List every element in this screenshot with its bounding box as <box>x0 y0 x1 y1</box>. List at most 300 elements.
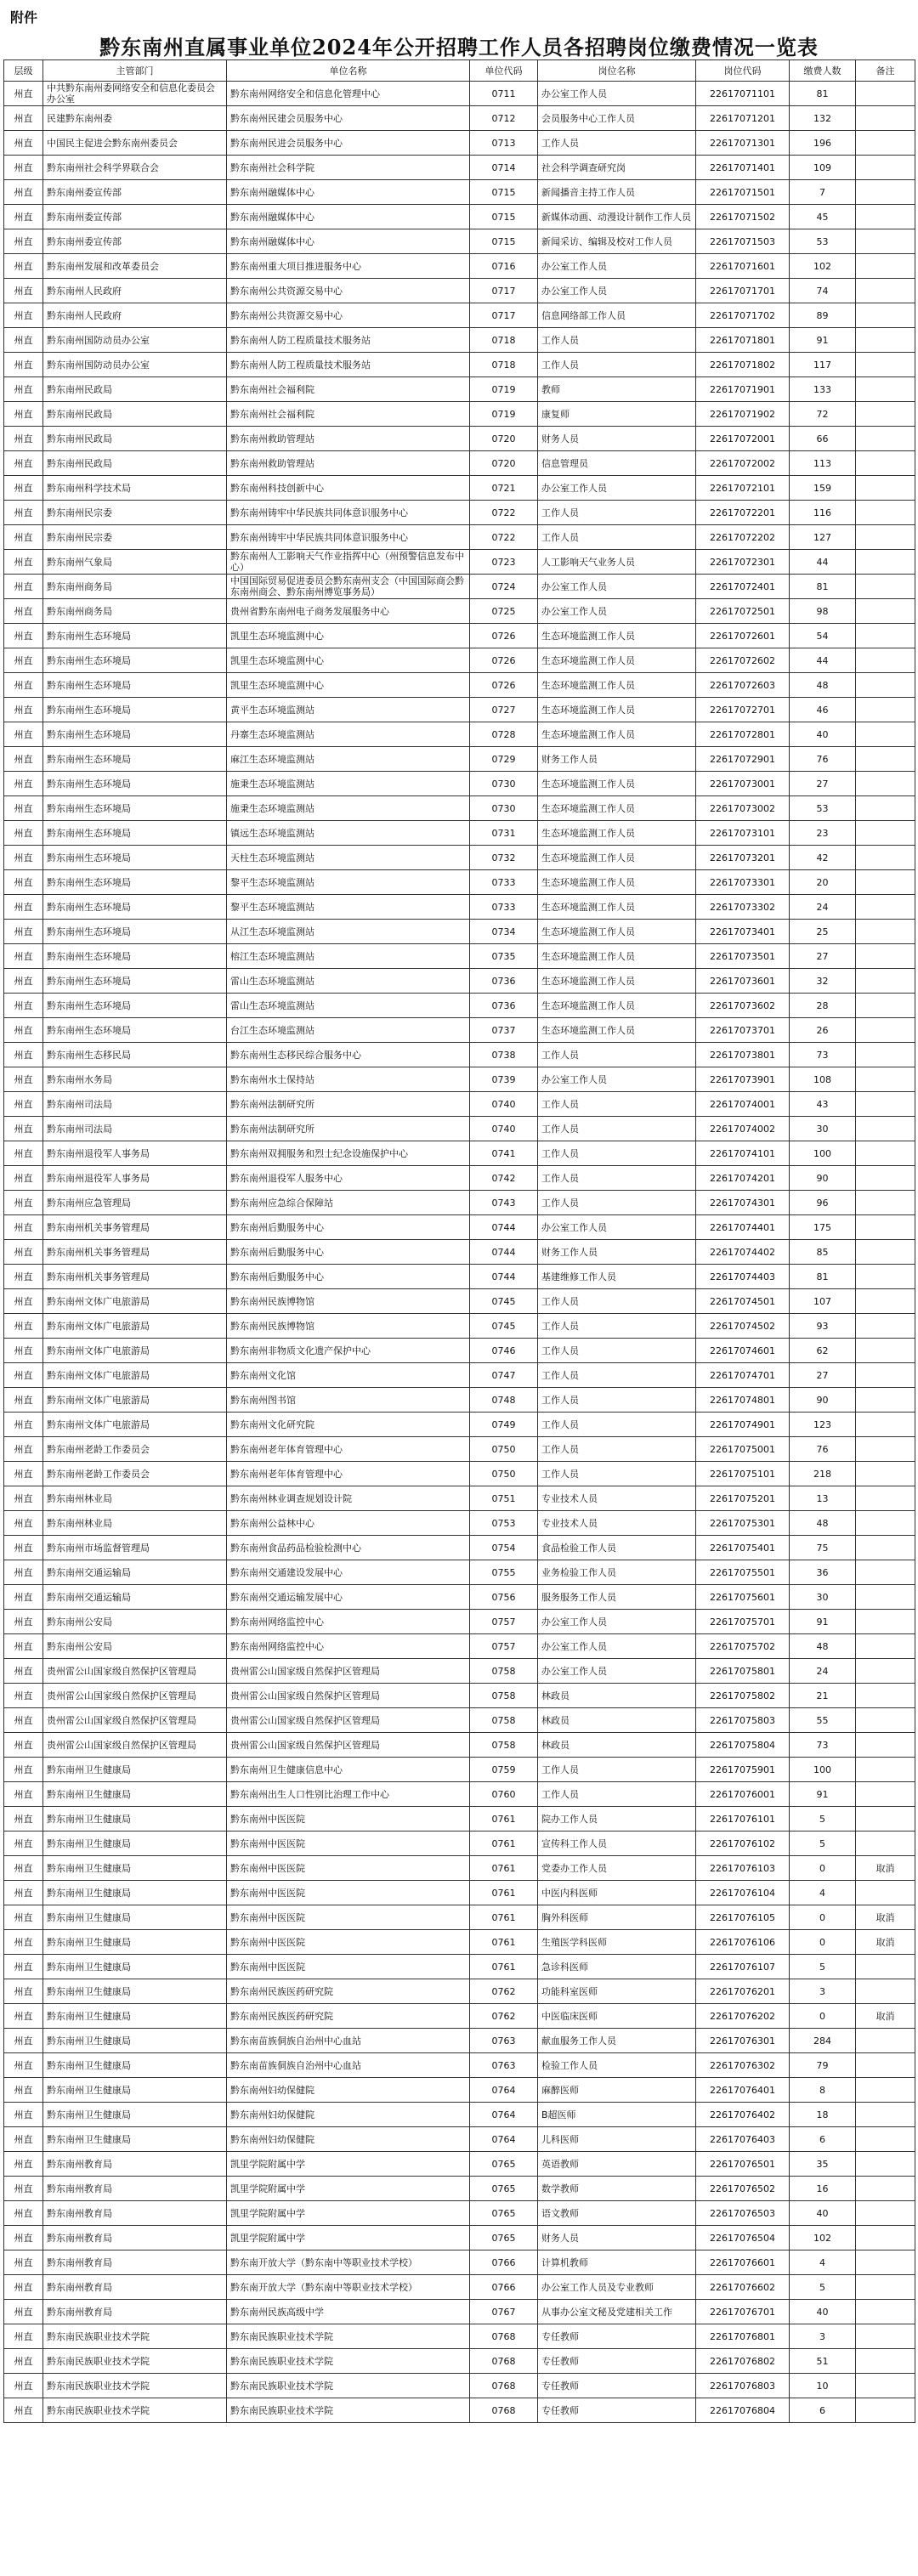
table-row <box>4 303 915 328</box>
cell-unit-code: 0734 <box>470 920 538 944</box>
cell-department: 黔东南州卫生健康局 <box>43 2004 227 2029</box>
cell-remark <box>856 303 915 328</box>
cell-unit-name: 黔东南州文化研究院 <box>227 1413 470 1437</box>
cell-payer-count: 5 <box>790 2275 856 2300</box>
cell-position-name: 生殖医学科医师 <box>538 1930 696 1955</box>
cell-payer-count: 91 <box>790 1782 856 1807</box>
header-unit-name: 单位名称 <box>227 60 470 82</box>
cell-unit-name: 黔东南州中医医院 <box>227 1807 470 1832</box>
cell-level: 州直 <box>4 1166 43 1191</box>
cell-department: 黔东南州交通运输局 <box>43 1585 227 1610</box>
cell-position-code: 22617075101 <box>696 1462 790 1486</box>
cell-position-name: 生态环境监测工作人员 <box>538 821 696 846</box>
cell-payer-count: 175 <box>790 1215 856 1240</box>
cell-position-name: 工作人员 <box>538 1388 696 1413</box>
cell-position-name: 办公室工作人员 <box>538 1215 696 1240</box>
cell-remark <box>856 1758 915 1782</box>
cell-department: 黔东南州卫生健康局 <box>43 1930 227 1955</box>
cell-position-code: 22617074001 <box>696 1092 790 1117</box>
cell-position-code: 22617076101 <box>696 1807 790 1832</box>
cell-position-code: 22617073602 <box>696 994 790 1018</box>
cell-level: 州直 <box>4 599 43 624</box>
cell-unit-name: 黔东南州林业调查规划设计院 <box>227 1486 470 1511</box>
cell-position-name: 工作人员 <box>538 1117 696 1141</box>
cell-unit-code: 0750 <box>470 1462 538 1486</box>
cell-department: 黔东南州卫生健康局 <box>43 1905 227 1930</box>
table-row <box>4 2324 915 2349</box>
cell-level: 州直 <box>4 2275 43 2300</box>
cell-department: 黔东南州生态环境局 <box>43 969 227 994</box>
cell-level: 州直 <box>4 1413 43 1437</box>
cell-remark <box>856 1560 915 1585</box>
cell-department: 黔东南州生态环境局 <box>43 895 227 920</box>
cell-payer-count: 218 <box>790 1462 856 1486</box>
cell-department: 黔东南州司法局 <box>43 1092 227 1117</box>
cell-level: 州直 <box>4 525 43 550</box>
cell-level: 州直 <box>4 229 43 254</box>
cell-position-name: 专业技术人员 <box>538 1486 696 1511</box>
cell-department: 黔东南州老龄工作委员会 <box>43 1437 227 1462</box>
cell-position-code: 22617076803 <box>696 2374 790 2398</box>
cell-unit-code: 0755 <box>470 1560 538 1585</box>
cell-position-name: 生态环境监测工作人员 <box>538 870 696 895</box>
cell-unit-name: 黔东南州应急综合保障站 <box>227 1191 470 1215</box>
cell-position-code: 22617076102 <box>696 1832 790 1856</box>
cell-position-code: 22617072501 <box>696 599 790 624</box>
cell-payer-count: 6 <box>790 2127 856 2152</box>
cell-remark <box>856 1215 915 1240</box>
cell-position-code: 22617076105 <box>696 1905 790 1930</box>
cell-department: 贵州雷公山国家级自然保护区管理局 <box>43 1708 227 1733</box>
cell-unit-code: 0727 <box>470 698 538 722</box>
cell-level: 州直 <box>4 1585 43 1610</box>
cell-unit-name: 黔东南州网络监控中心 <box>227 1634 470 1659</box>
cell-position-code: 22617072602 <box>696 648 790 673</box>
cell-unit-name: 黔东南州退役军人服务中心 <box>227 1166 470 1191</box>
cell-position-code: 22617075601 <box>696 1585 790 1610</box>
cell-position-name: 工作人员 <box>538 353 696 377</box>
cell-remark <box>856 180 915 205</box>
cell-unit-name: 黔东南州公益林中心 <box>227 1511 470 1536</box>
cell-unit-code: 0762 <box>470 1979 538 2004</box>
cell-payer-count: 3 <box>790 1979 856 2004</box>
cell-level: 州直 <box>4 1018 43 1043</box>
table-row <box>4 1832 915 1856</box>
cell-unit-name: 黔东南州网络安全和信息化管理中心 <box>227 82 470 106</box>
cell-position-name: 办公室工作人员 <box>538 82 696 106</box>
cell-position-name: 工作人员 <box>538 1191 696 1215</box>
cell-unit-name: 雷山生态环境监测站 <box>227 969 470 994</box>
cell-remark <box>856 2324 915 2349</box>
cell-unit-name: 凯里学院附属中学 <box>227 2177 470 2201</box>
cell-payer-count: 54 <box>790 624 856 648</box>
cell-department: 黔东南州民政局 <box>43 377 227 402</box>
cell-level: 州直 <box>4 747 43 772</box>
cell-department: 黔东南州教育局 <box>43 2250 227 2275</box>
cell-position-name: 教师 <box>538 377 696 402</box>
cell-unit-name: 黔东南州妇幼保健院 <box>227 2078 470 2103</box>
cell-payer-count: 196 <box>790 131 856 156</box>
cell-payer-count: 96 <box>790 1191 856 1215</box>
cell-remark <box>856 1684 915 1708</box>
cell-position-name: 办公室工作人员 <box>538 1610 696 1634</box>
cell-unit-name: 黔东南州老年体育管理中心 <box>227 1462 470 1486</box>
cell-position-name: 中医临床医师 <box>538 2004 696 2029</box>
cell-unit-code: 0732 <box>470 846 538 870</box>
cell-remark <box>856 969 915 994</box>
cell-position-name: 财务工作人员 <box>538 747 696 772</box>
table-row <box>4 82 915 106</box>
cell-unit-code: 0742 <box>470 1166 538 1191</box>
cell-department: 黔东南州卫生健康局 <box>43 2029 227 2053</box>
cell-position-name: 工作人员 <box>538 1314 696 1339</box>
cell-payer-count: 66 <box>790 427 856 451</box>
cell-department: 黔东南州委宣传部 <box>43 229 227 254</box>
cell-unit-code: 0758 <box>470 1659 538 1684</box>
cell-unit-code: 0744 <box>470 1265 538 1289</box>
cell-unit-code: 0768 <box>470 2374 538 2398</box>
table-row <box>4 1141 915 1166</box>
cell-level: 州直 <box>4 156 43 180</box>
cell-position-code: 22617075802 <box>696 1684 790 1708</box>
cell-level: 州直 <box>4 254 43 279</box>
cell-unit-name: 黔东南州中医医院 <box>227 1955 470 1979</box>
cell-department: 黔东南州生态环境局 <box>43 772 227 796</box>
cell-unit-code: 0757 <box>470 1634 538 1659</box>
cell-unit-code: 0750 <box>470 1437 538 1462</box>
cell-unit-name: 黔东南州民族医药研究院 <box>227 2004 470 2029</box>
table-row <box>4 648 915 673</box>
cell-payer-count: 10 <box>790 2374 856 2398</box>
cell-unit-name: 黔东南州出生人口性别比治理工作中心 <box>227 1782 470 1807</box>
table-row <box>4 2300 915 2324</box>
cell-level: 州直 <box>4 1659 43 1684</box>
table-header-row <box>4 60 915 82</box>
cell-payer-count: 81 <box>790 575 856 599</box>
cell-unit-name: 黔东南州民族博物馆 <box>227 1289 470 1314</box>
table-row <box>4 2226 915 2250</box>
cell-position-name: 服务服务工作人员 <box>538 1585 696 1610</box>
cell-position-name: 生态环境监测工作人员 <box>538 624 696 648</box>
cell-position-code: 22617076801 <box>696 2324 790 2349</box>
cell-unit-name: 黔东南州生态移民综合服务中心 <box>227 1043 470 1067</box>
cell-payer-count: 45 <box>790 205 856 229</box>
cell-level: 州直 <box>4 2127 43 2152</box>
table-row <box>4 1462 915 1486</box>
cell-remark: 取消 <box>856 1856 915 1881</box>
cell-payer-count: 0 <box>790 1930 856 1955</box>
cell-unit-name: 黔东南州文化馆 <box>227 1363 470 1388</box>
cell-remark <box>856 2053 915 2078</box>
cell-position-name: 宣传科工作人员 <box>538 1832 696 1856</box>
cell-unit-name: 台江生态环境监测站 <box>227 1018 470 1043</box>
cell-position-code: 22617072202 <box>696 525 790 550</box>
cell-position-code: 22617071101 <box>696 82 790 106</box>
cell-unit-name: 凯里生态环境监测中心 <box>227 648 470 673</box>
cell-payer-count: 109 <box>790 156 856 180</box>
cell-level: 州直 <box>4 1560 43 1585</box>
cell-level: 州直 <box>4 2300 43 2324</box>
cell-unit-code: 0726 <box>470 673 538 698</box>
cell-department: 黔东南州卫生健康局 <box>43 2103 227 2127</box>
cell-position-name: 生态环境监测工作人员 <box>538 796 696 821</box>
cell-remark <box>856 501 915 525</box>
table-row <box>4 1536 915 1560</box>
table-row <box>4 747 915 772</box>
cell-position-name: 会员服务中心工作人员 <box>538 106 696 131</box>
cell-position-name: 林政员 <box>538 1708 696 1733</box>
cell-position-code: 22617072603 <box>696 673 790 698</box>
cell-remark <box>856 2349 915 2374</box>
cell-unit-code: 0733 <box>470 895 538 920</box>
cell-position-code: 22617076202 <box>696 2004 790 2029</box>
cell-level: 州直 <box>4 1684 43 1708</box>
cell-level: 州直 <box>4 2201 43 2226</box>
cell-position-name: 工作人员 <box>538 1363 696 1388</box>
cell-payer-count: 0 <box>790 1856 856 1881</box>
cell-unit-name: 雷山生态环境监测站 <box>227 994 470 1018</box>
cell-remark <box>856 1314 915 1339</box>
cell-department: 黔东南州生态环境局 <box>43 796 227 821</box>
cell-unit-name: 施秉生态环境监测站 <box>227 772 470 796</box>
cell-unit-name: 黔东南州民族博物馆 <box>227 1314 470 1339</box>
cell-level: 州直 <box>4 1240 43 1265</box>
cell-payer-count: 27 <box>790 772 856 796</box>
cell-unit-name: 黔东南州双拥服务和烈士纪念设施保护中心 <box>227 1141 470 1166</box>
cell-unit-code: 0746 <box>470 1339 538 1363</box>
cell-position-code: 22617071902 <box>696 402 790 427</box>
table-row <box>4 944 915 969</box>
cell-payer-count: 102 <box>790 2226 856 2250</box>
cell-position-name: 生态环境监测工作人员 <box>538 698 696 722</box>
cell-position-code: 22617073701 <box>696 1018 790 1043</box>
cell-position-code: 22617076504 <box>696 2226 790 2250</box>
table-row <box>4 2029 915 2053</box>
cell-position-code: 22617076001 <box>696 1782 790 1807</box>
cell-position-name: 新闻采访、编辑及校对工作人员 <box>538 229 696 254</box>
cell-level: 州直 <box>4 1265 43 1289</box>
cell-level: 州直 <box>4 920 43 944</box>
cell-department: 黔东南州民宗委 <box>43 501 227 525</box>
table-row <box>4 205 915 229</box>
cell-position-code: 22617074601 <box>696 1339 790 1363</box>
cell-position-code: 22617076804 <box>696 2398 790 2423</box>
cell-level: 州直 <box>4 1979 43 2004</box>
cell-remark <box>856 2300 915 2324</box>
table-row <box>4 377 915 402</box>
cell-unit-name: 贵州雷公山国家级自然保护区管理局 <box>227 1733 470 1758</box>
cell-remark <box>856 2250 915 2275</box>
cell-level: 州直 <box>4 846 43 870</box>
cell-level: 州直 <box>4 205 43 229</box>
cell-payer-count: 113 <box>790 451 856 476</box>
cell-department: 黔东南州文体广电旅游局 <box>43 1289 227 1314</box>
cell-position-name: 专任教师 <box>538 2398 696 2423</box>
cell-remark <box>856 2177 915 2201</box>
cell-position-name: 办公室工作人员 <box>538 1634 696 1659</box>
cell-level: 州直 <box>4 1067 43 1092</box>
cell-remark <box>856 796 915 821</box>
cell-remark <box>856 895 915 920</box>
cell-unit-code: 0764 <box>470 2127 538 2152</box>
cell-unit-name: 黔东南州社会福利院 <box>227 377 470 402</box>
cell-unit-name: 黔东南州交通运输发展中心 <box>227 1585 470 1610</box>
cell-level: 州直 <box>4 1832 43 1856</box>
table-row <box>4 1486 915 1511</box>
table-row <box>4 1905 915 1930</box>
cell-department: 黔东南州卫生健康局 <box>43 1832 227 1856</box>
cell-level: 州直 <box>4 969 43 994</box>
cell-remark <box>856 870 915 895</box>
cell-position-name: 财务人员 <box>538 2226 696 2250</box>
cell-department: 黔东南州国防动员办公室 <box>43 328 227 353</box>
cell-position-name: B超医师 <box>538 2103 696 2127</box>
cell-department: 黔东南州商务局 <box>43 599 227 624</box>
cell-unit-name: 黔东南民族职业技术学院 <box>227 2374 470 2398</box>
cell-payer-count: 27 <box>790 944 856 969</box>
cell-position-name: 专业技术人员 <box>538 1511 696 1536</box>
cell-position-code: 22617076802 <box>696 2349 790 2374</box>
cell-position-code: 22617073201 <box>696 846 790 870</box>
cell-payer-count: 5 <box>790 1832 856 1856</box>
cell-payer-count: 30 <box>790 1585 856 1610</box>
cell-remark <box>856 2374 915 2398</box>
cell-department: 黔东南州气象局 <box>43 550 227 575</box>
cell-unit-name: 黔东南州人防工程质量技术服务站 <box>227 328 470 353</box>
cell-department: 黔东南州机关事务管理局 <box>43 1265 227 1289</box>
cell-remark <box>856 476 915 501</box>
cell-level: 州直 <box>4 944 43 969</box>
cell-remark <box>856 1117 915 1141</box>
cell-position-code: 22617075301 <box>696 1511 790 1536</box>
cell-payer-count: 51 <box>790 2349 856 2374</box>
table-row <box>4 1560 915 1585</box>
table-row <box>4 229 915 254</box>
table-row <box>4 673 915 698</box>
cell-unit-code: 0748 <box>470 1388 538 1413</box>
cell-unit-code: 0757 <box>470 1610 538 1634</box>
cell-unit-name: 中国国际贸易促进委员会黔东南州支会（中国国际商会黔东南州商会、黔东南州博览事务局） <box>227 575 470 599</box>
cell-position-name: 生态环境监测工作人员 <box>538 920 696 944</box>
cell-department: 黔东南州生态环境局 <box>43 1018 227 1043</box>
cell-remark <box>856 698 915 722</box>
cell-department: 黔东南州林业局 <box>43 1486 227 1511</box>
cell-remark <box>856 1018 915 1043</box>
cell-position-code: 22617076602 <box>696 2275 790 2300</box>
cell-department: 黔东南州水务局 <box>43 1067 227 1092</box>
cell-position-name: 计算机教师 <box>538 2250 696 2275</box>
cell-unit-name: 黔东南州人工影响天气作业指挥中心（州预警信息发布中心） <box>227 550 470 575</box>
cell-level: 州直 <box>4 2029 43 2053</box>
table-row <box>4 1067 915 1092</box>
cell-position-name: 生态环境监测工作人员 <box>538 969 696 994</box>
cell-unit-name: 黔东南州科技创新中心 <box>227 476 470 501</box>
cell-remark <box>856 1536 915 1560</box>
cell-level: 州直 <box>4 1363 43 1388</box>
cell-position-code: 22617074801 <box>696 1388 790 1413</box>
cell-level: 州直 <box>4 1733 43 1758</box>
cell-unit-name: 贵州雷公山国家级自然保护区管理局 <box>227 1659 470 1684</box>
cell-unit-code: 0765 <box>470 2152 538 2177</box>
cell-position-code: 22617075501 <box>696 1560 790 1585</box>
cell-payer-count: 0 <box>790 2004 856 2029</box>
cell-remark <box>856 377 915 402</box>
cell-remark <box>856 1511 915 1536</box>
cell-remark <box>856 427 915 451</box>
cell-payer-count: 76 <box>790 1437 856 1462</box>
table-row <box>4 1585 915 1610</box>
cell-unit-name: 黔东南州中医医院 <box>227 1881 470 1905</box>
cell-department: 黔东南州国防动员办公室 <box>43 353 227 377</box>
cell-unit-code: 0764 <box>470 2103 538 2127</box>
cell-position-code: 22617071301 <box>696 131 790 156</box>
cell-remark <box>856 846 915 870</box>
cell-position-code: 22617071802 <box>696 353 790 377</box>
cell-payer-count: 159 <box>790 476 856 501</box>
table-row <box>4 1856 915 1881</box>
cell-unit-code: 0733 <box>470 870 538 895</box>
table-row <box>4 1215 915 1240</box>
cell-department: 黔东南州人民政府 <box>43 303 227 328</box>
cell-position-code: 22617076103 <box>696 1856 790 1881</box>
cell-remark <box>856 1289 915 1314</box>
cell-unit-code: 0717 <box>470 303 538 328</box>
cell-department: 黔东南州生态环境局 <box>43 944 227 969</box>
cell-remark <box>856 82 915 106</box>
cell-remark: 取消 <box>856 1930 915 1955</box>
cell-position-code: 22617071401 <box>696 156 790 180</box>
table-row <box>4 1166 915 1191</box>
cell-payer-count: 44 <box>790 550 856 575</box>
cell-position-code: 22617075804 <box>696 1733 790 1758</box>
cell-department: 黔东南州生态环境局 <box>43 870 227 895</box>
cell-unit-code: 0765 <box>470 2226 538 2250</box>
cell-position-code: 22617073302 <box>696 895 790 920</box>
table-row <box>4 2004 915 2029</box>
cell-payer-count: 90 <box>790 1388 856 1413</box>
cell-unit-name: 黔东南州后勤服务中心 <box>227 1240 470 1265</box>
table-row <box>4 1092 915 1117</box>
cell-level: 州直 <box>4 427 43 451</box>
cell-unit-name: 黔东南苗族侗族自治州中心血站 <box>227 2053 470 2078</box>
cell-department: 黔东南州教育局 <box>43 2177 227 2201</box>
cell-department: 黔东南州生态环境局 <box>43 673 227 698</box>
cell-unit-name: 黔东南州水土保持站 <box>227 1067 470 1092</box>
cell-level: 州直 <box>4 648 43 673</box>
cell-unit-name: 黔东南州交通建设发展中心 <box>227 1560 470 1585</box>
cell-payer-count: 26 <box>790 1018 856 1043</box>
cell-level: 州直 <box>4 82 43 106</box>
cell-unit-code: 0722 <box>470 501 538 525</box>
cell-level: 州直 <box>4 673 43 698</box>
cell-remark <box>856 1265 915 1289</box>
cell-level: 州直 <box>4 2053 43 2078</box>
cell-position-name: 工作人员 <box>538 1462 696 1486</box>
table-row <box>4 920 915 944</box>
cell-unit-name: 黔东南州民进会员服务中心 <box>227 131 470 156</box>
cell-unit-code: 0760 <box>470 1782 538 1807</box>
cell-level: 州直 <box>4 328 43 353</box>
cell-department: 贵州雷公山国家级自然保护区管理局 <box>43 1684 227 1708</box>
cell-department: 黔东南州司法局 <box>43 1117 227 1141</box>
cell-position-name: 从事办公室文秘及党建相关工作 <box>538 2300 696 2324</box>
table-row <box>4 1117 915 1141</box>
cell-payer-count: 74 <box>790 279 856 303</box>
cell-department: 黔东南州退役军人事务局 <box>43 1141 227 1166</box>
cell-position-name: 英语教师 <box>538 2152 696 2177</box>
cell-position-code: 22617075801 <box>696 1659 790 1684</box>
cell-unit-code: 0737 <box>470 1018 538 1043</box>
